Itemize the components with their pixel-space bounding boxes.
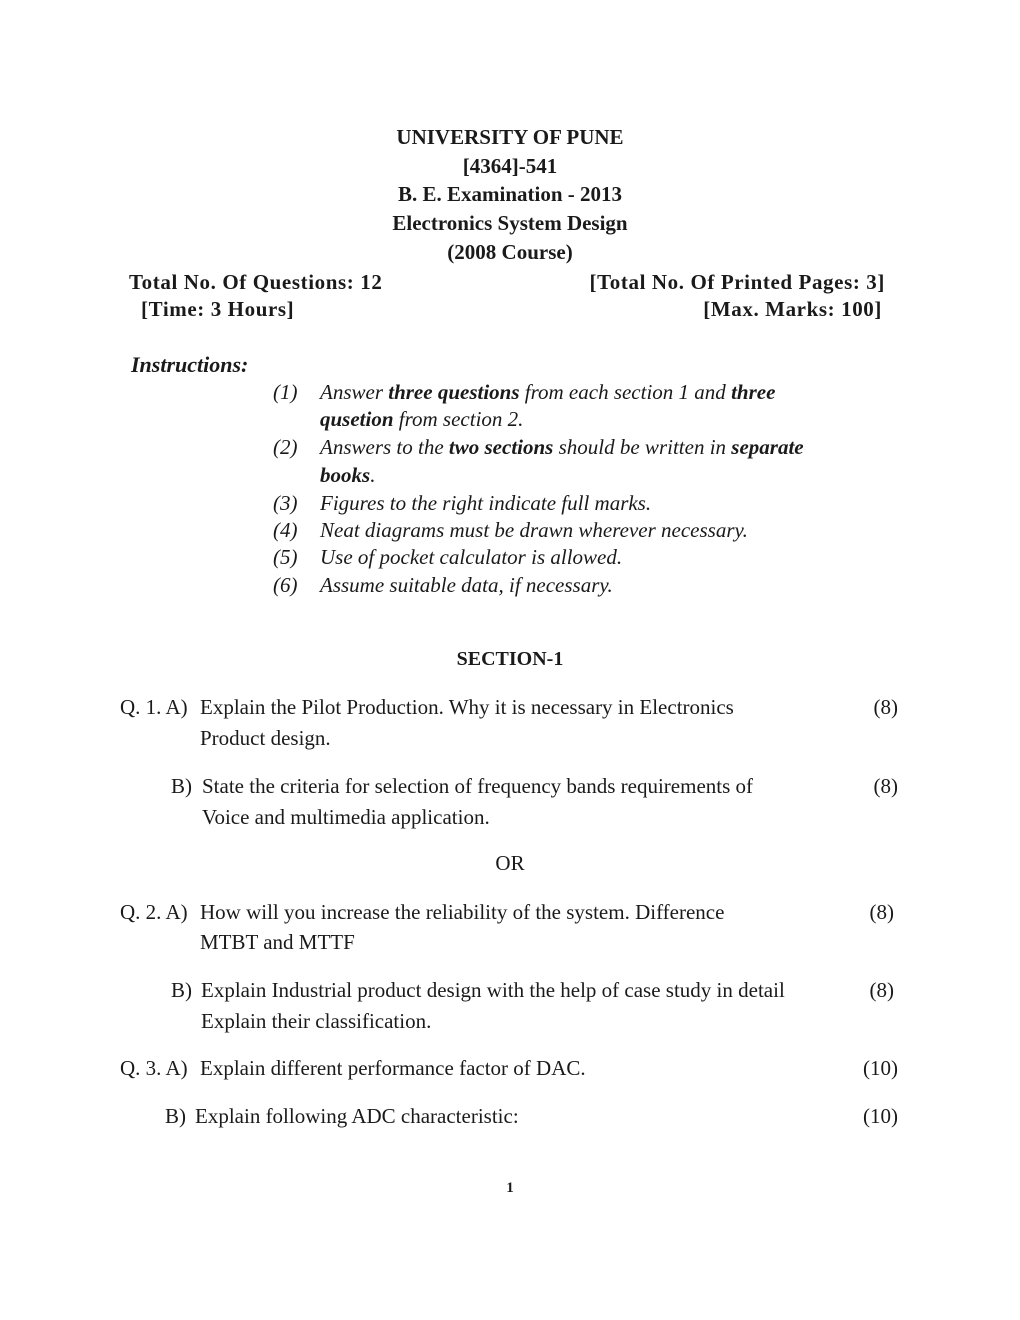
question-marks: (8) xyxy=(869,900,894,924)
question-marks: (8) xyxy=(869,978,894,1002)
question-marks: (8) xyxy=(873,695,898,719)
instruction-text-continued: qusetion from section 2. xyxy=(320,407,524,431)
total-pages: [Total No. Of Printed Pages: 3] xyxy=(589,270,885,294)
paper-code: [4364]-541 xyxy=(462,154,558,178)
page-number: 1 xyxy=(506,1180,514,1196)
instruction-text: Figures to the right indicate full marks. xyxy=(320,491,652,515)
instruction-number: (2) xyxy=(273,435,298,459)
instruction-text: Use of pocket calculator is allowed. xyxy=(320,545,623,569)
course-year: (2008 Course) xyxy=(447,240,573,264)
instruction-text: Neat diagrams must be drawn wherever necessary. xyxy=(320,518,748,542)
question-text-continued: Explain their classification. xyxy=(201,1009,432,1033)
question-label: B) xyxy=(171,978,192,1002)
question-label: B) xyxy=(171,774,192,798)
or-separator: OR xyxy=(495,851,525,875)
total-questions: Total No. Of Questions: 12 xyxy=(129,270,383,294)
question-text: Explain the Pilot Production. Why it is necessary in Electronics xyxy=(200,695,734,719)
instruction-text: Assume suitable data, if necessary. xyxy=(320,573,613,597)
instruction-number: (3) xyxy=(273,491,298,515)
question-text-continued: Product design. xyxy=(200,726,331,750)
question-text: State the criteria for selection of frequency bands requirements of xyxy=(202,774,754,798)
instruction-text-continued: books. xyxy=(320,463,376,487)
instruction-text: Answer three questions from each section 1 and three xyxy=(320,380,776,404)
question-text: How will you increase the reliability of the system. Difference xyxy=(200,900,725,924)
instruction-number: (1) xyxy=(273,380,298,404)
instructions-title: Instructions: xyxy=(131,352,249,377)
max-marks: [Max. Marks: 100] xyxy=(703,297,882,321)
question-marks: (10) xyxy=(863,1056,898,1080)
subject-title: Electronics System Design xyxy=(392,211,628,235)
university-name: UNIVERSITY OF PUNE xyxy=(396,125,624,149)
instruction-number: (6) xyxy=(273,573,298,597)
exam-time: [Time: 3 Hours] xyxy=(141,297,295,321)
question-text: Explain Industrial product design with the help of case study in detail xyxy=(201,978,785,1002)
instruction-number: (5) xyxy=(273,545,298,569)
question-text: Explain following ADC characteristic: xyxy=(195,1104,519,1128)
exam-title: B. E. Examination - 2013 xyxy=(397,182,623,206)
question-label: Q. 3. A) xyxy=(120,1056,188,1080)
question-text-continued: Voice and multimedia application. xyxy=(202,805,490,829)
instruction-number: (4) xyxy=(273,518,298,542)
question-label: Q. 2. A) xyxy=(120,900,188,924)
question-label: B) xyxy=(165,1104,186,1128)
question-marks: (10) xyxy=(863,1104,898,1128)
question-marks: (8) xyxy=(873,774,898,798)
question-text-continued: MTBT and MTTF xyxy=(200,930,355,954)
question-label: Q. 1. A) xyxy=(120,695,188,719)
question-text: Explain different performance factor of DAC. xyxy=(200,1056,586,1080)
section-title: SECTION-1 xyxy=(456,648,564,670)
instruction-text: Answers to the two sections should be written in separate xyxy=(320,435,804,459)
